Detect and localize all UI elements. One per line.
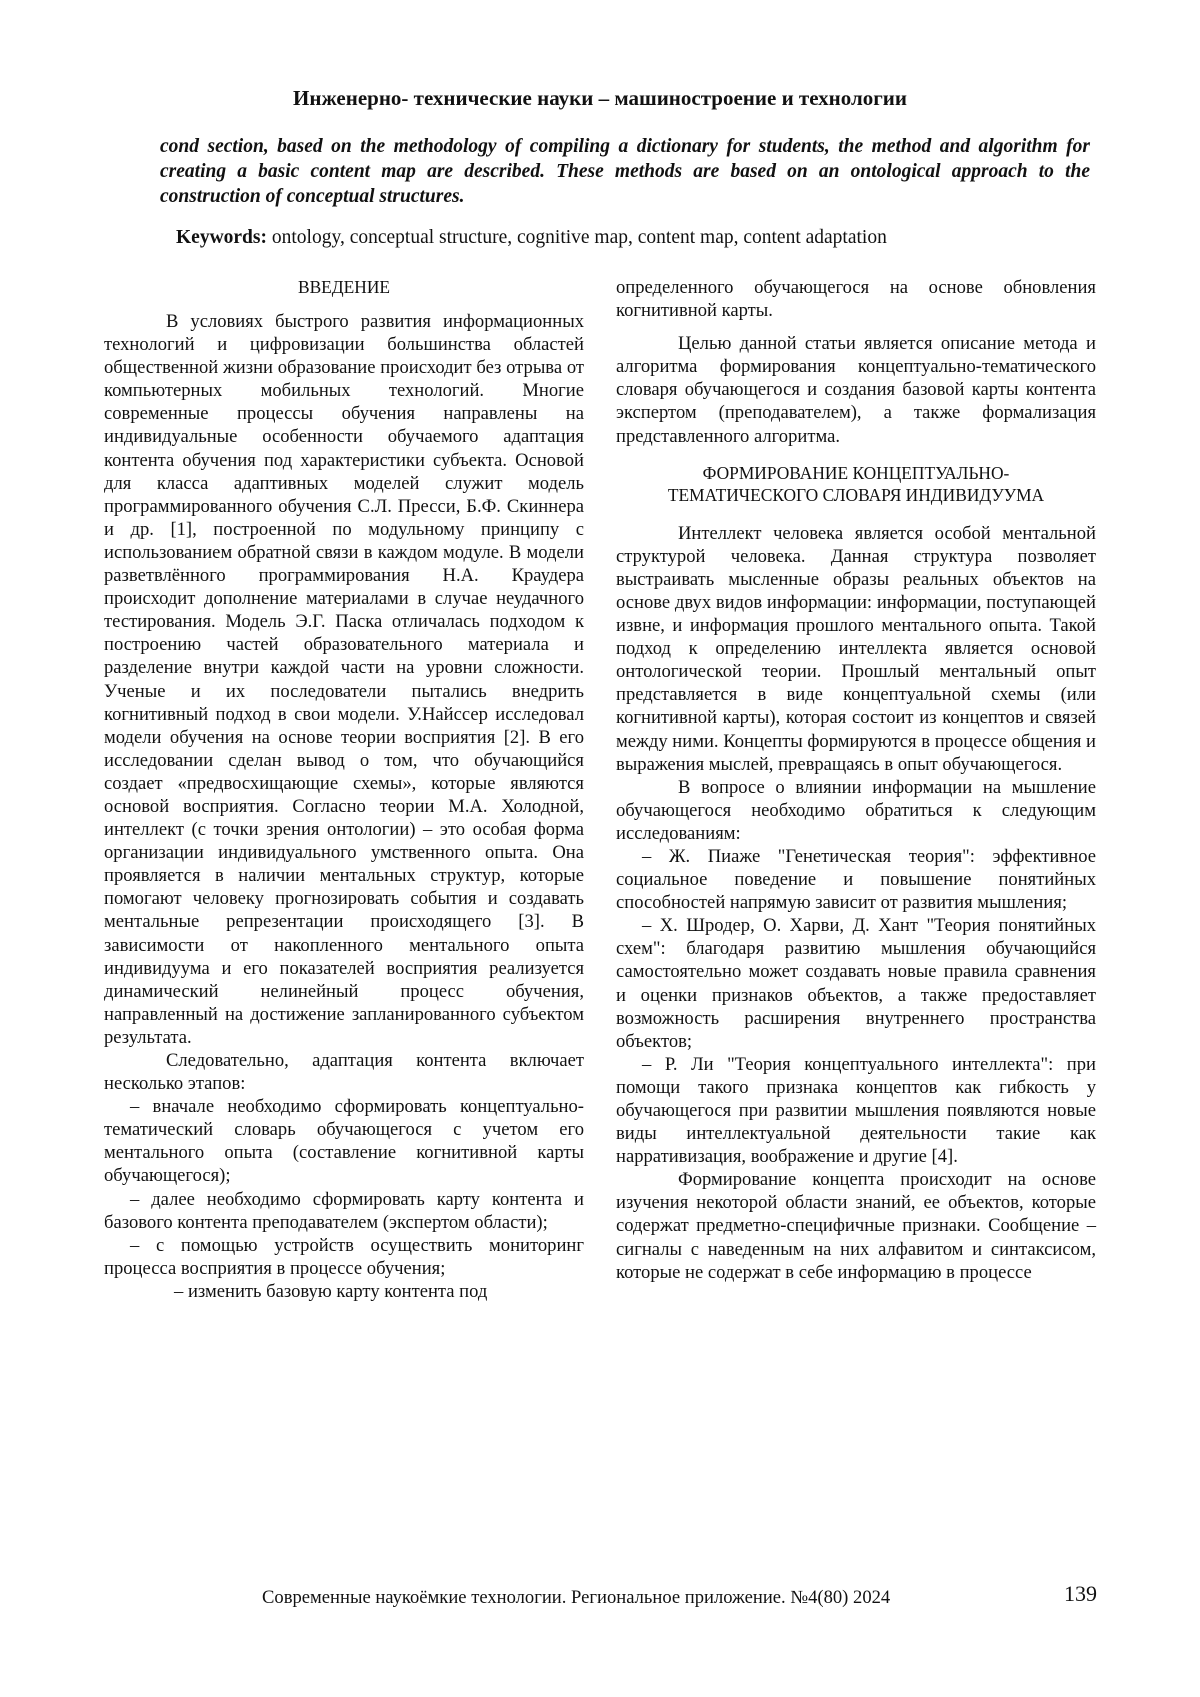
running-title: Инженерно- технические науки – машиностроение и технологии	[293, 86, 907, 110]
list-item: – Р. Ли "Теория концептуального интеллекта": при помощи такого признака концептов как гибкость у обучающегося при развитии мышления появляются новые виды интеллектуальной деятельности такие как нарративизация, воображение и другие [4].	[616, 1053, 1096, 1168]
paragraph: Целью данной статьи является описание метода и алгоритма формирования концептуально-тематического словаря обучающегося и создания базовой карты контента экспертом (преподавателем), а также формализация представленного алгоритма.	[616, 333, 1096, 447]
list-item: – Ж. Пиаже "Генетическая теория": эффективное социальное поведение и повышение понятийных способностей напрямую зависит от развития мышления;	[616, 845, 1096, 914]
paragraph: Формирование концепта происходит на основе изучения некоторой области знаний, ее объектов, которые содержат предметно-специфичные признаки. Сообщение – сигналы с наведенным на них алфавитом и синтаксисом, которые не содержат в себе информацию в процессе	[616, 1169, 1096, 1283]
paragraph: Следовательно, адаптация контента включает несколько этапов:	[104, 1050, 584, 1095]
paragraph: Интеллект человека является особой ментальной структурой человека. Данная структура позволяет выстраивать мысленные образы реальных объектов на основе двух видов информации: информации, поступающей извне, и информация прошлого ментального опыта. Такой подход к определению интеллекта является основой онтологической теории. Прошлый ментальный опыт представляется в виде концептуальной схемы (или когнитивной карты), которая состоит из концептов и связей между ними. Концепты формируются в процессе общения и выражения мыслей, превращаясь в опыт обучающегося.	[616, 522, 1096, 775]
section-title-line: ФОРМИРОВАНИЕ КОНЦЕПТУАЛЬНО-	[702, 462, 1010, 483]
journal-footer: Современные наукоёмкие технологии. Региональное приложение. №4(80) 2024	[262, 1587, 891, 1608]
list-item: – с помощью устройств осуществить мониторинг процесса восприятия в процессе обучения;	[104, 1234, 584, 1279]
paragraph: В вопросе о влиянии информации на мышление обучающегося необходимо обратиться к следующим исследованиям:	[616, 776, 1096, 844]
list-item: – вначале необходимо сформировать концептуально-тематический словарь обучающегося с учетом его ментального опыта (составление когнитивной карты обучающегося);	[104, 1096, 584, 1187]
list-item: – далее необходимо сформировать карту контента и базового контента преподавателем (экспертом области);	[104, 1188, 584, 1233]
keywords	[176, 226, 887, 250]
abstract-text: cond section, based on the methodology of compiling a dictionary for students, the method and algorithm for creating a basic content map are described. These methods are based on an ontological approach to the construction of conceptual structures.	[160, 136, 1090, 207]
keywords-text: ontology, conceptual structure, cognitive map, content map, content adaptation	[271, 227, 887, 248]
abstract	[160, 134, 1090, 209]
paragraph: В условиях быстрого развития информационных технологий и цифровизации большинства областей общественной жизни образование происходит без отрыва от компьютерных мобильных технологий. Многие современные процессы обучения направлены на индивидуальные особенности обучаемого адаптация контента обучения под характеристики субъекта. Основой для класса адаптивных моделей служит модель программированного обучения С.Л. Пресси, Б.Ф. Скиннера и др. [1], построенной по модульному принципу с использованием обратной связи в каждом модуле. В модели разветвлённого программирования Н.А. Краудера происходит дополнение материалами в случае неудачного тестирования. Модель Э.Г. Паска отличалась подходом к построению частей образовательного материала и разделение внутри каждой части на уровни сложности. Ученые и их последователи пытались внедрить когнитивный подход в свои модели. У.Найссер исследовал модели обучения на основе теории восприятия [2]. В его исследовании сделан вывод о том, что обучающийся создает «предвосхищающие схемы», которые являются основой восприятия. Согласно теории М.А. Холодной, интеллект (с точки зрения онтологии) – это особая форма организации индивидуального умственного опыта. Она проявляется в наличии ментальных структур, которые помогают человеку прогнозировать события и создавать ментальные репрезентации происходящего [3]. В зависимости от накопленного ментального опыта индивидуума и его показателей восприятия реализуется динамический нелинейный процесс обучения, направленный на достижение запланированного субъектом результата.	[104, 311, 584, 1048]
section-title-dictionary	[616, 462, 1096, 506]
keywords-label: Keywords:	[176, 227, 267, 248]
right-column	[616, 276, 1096, 1284]
list-item: – изменить базовую карту контента под	[174, 1280, 488, 1302]
paragraph: определенного обучающегося на основе обновления когнитивной карты.	[616, 277, 1096, 322]
section-title-introduction: ВВЕДЕНИЕ	[297, 277, 391, 297]
section-title-line: ТЕМАТИЧЕСКОГО СЛОВАРЯ ИНДИВИДУУМА	[667, 484, 1045, 505]
page-number: 139	[1064, 1581, 1097, 1606]
left-column	[104, 276, 584, 1303]
list-item: – Х. Шродер, О. Харви, Д. Хант "Теория понятийных схем": благодаря развитию мышления обучающийся самостоятельно может создавать новые правила сравнения и оценки признаков объектов, а также предоставляет возможность расширения внутреннего пространства объектов;	[616, 915, 1096, 1052]
